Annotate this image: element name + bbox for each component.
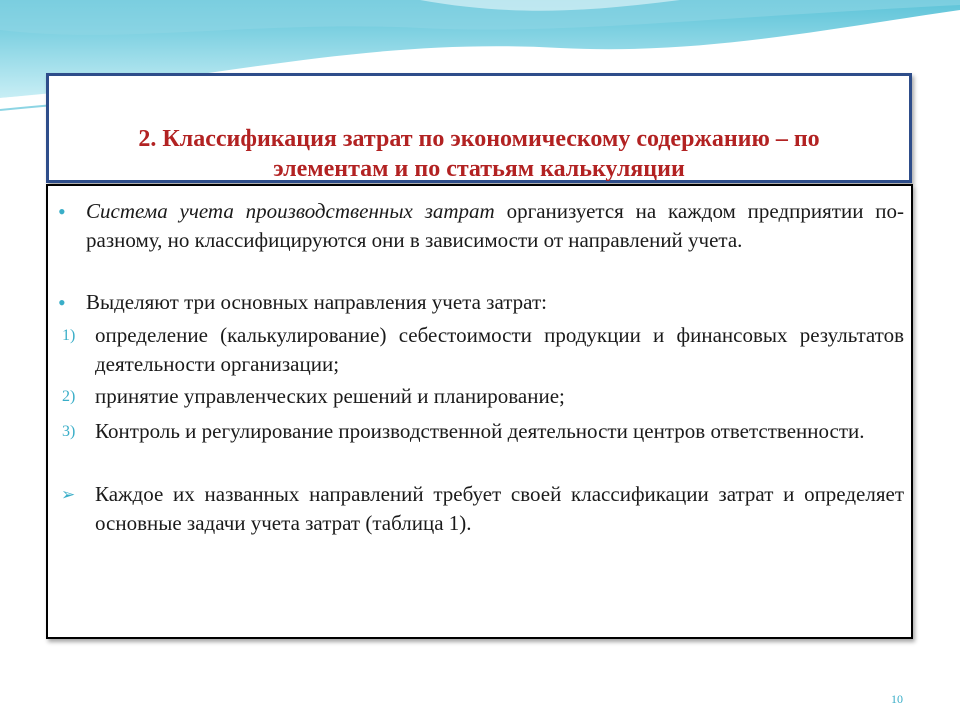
- slide-title: [49, 124, 909, 184]
- number-marker: 1): [62, 327, 76, 344]
- arrow-marker-icon: ➢: [61, 485, 76, 504]
- item-text: определение (калькулирование) себестоимости продукции и финансовых результатов деятельности организации;: [95, 323, 904, 376]
- title-line-2: элементам и по статьям калькуляции: [273, 156, 685, 182]
- page-number: 10: [891, 692, 903, 706]
- item-text: Контроль и регулирование производственной деятельности центров ответственности.: [95, 419, 865, 443]
- content-box: [46, 184, 913, 639]
- list-item: [61, 480, 904, 538]
- title-line-1: 2. Классификация затрат по экономическому содержанию – по: [138, 126, 820, 152]
- bullet-marker: •: [58, 290, 66, 315]
- list-item: [62, 382, 904, 411]
- list-item: [58, 197, 905, 255]
- item-text: организуется на каждом предприятии по-разному, но классифицируются они в зависимости от направлений учета.: [86, 199, 905, 252]
- number-marker: 2): [62, 388, 76, 405]
- item-text: принятие управленческих решений и планирование;: [95, 384, 565, 408]
- list-item: [62, 417, 904, 446]
- item-text: Каждое их названных направлений требует своей классификации затрат и определяет основные задачи учета затрат (таблица 1).: [95, 482, 904, 535]
- list-item: [62, 321, 904, 379]
- item-italic-text: Система учета производственных затрат: [86, 199, 495, 223]
- title-box: [46, 73, 912, 183]
- list-item: [58, 288, 904, 317]
- number-marker: 3): [62, 423, 76, 440]
- bullet-marker: •: [58, 199, 66, 224]
- item-text: Выделяют три основных направления учета затрат:: [86, 290, 547, 314]
